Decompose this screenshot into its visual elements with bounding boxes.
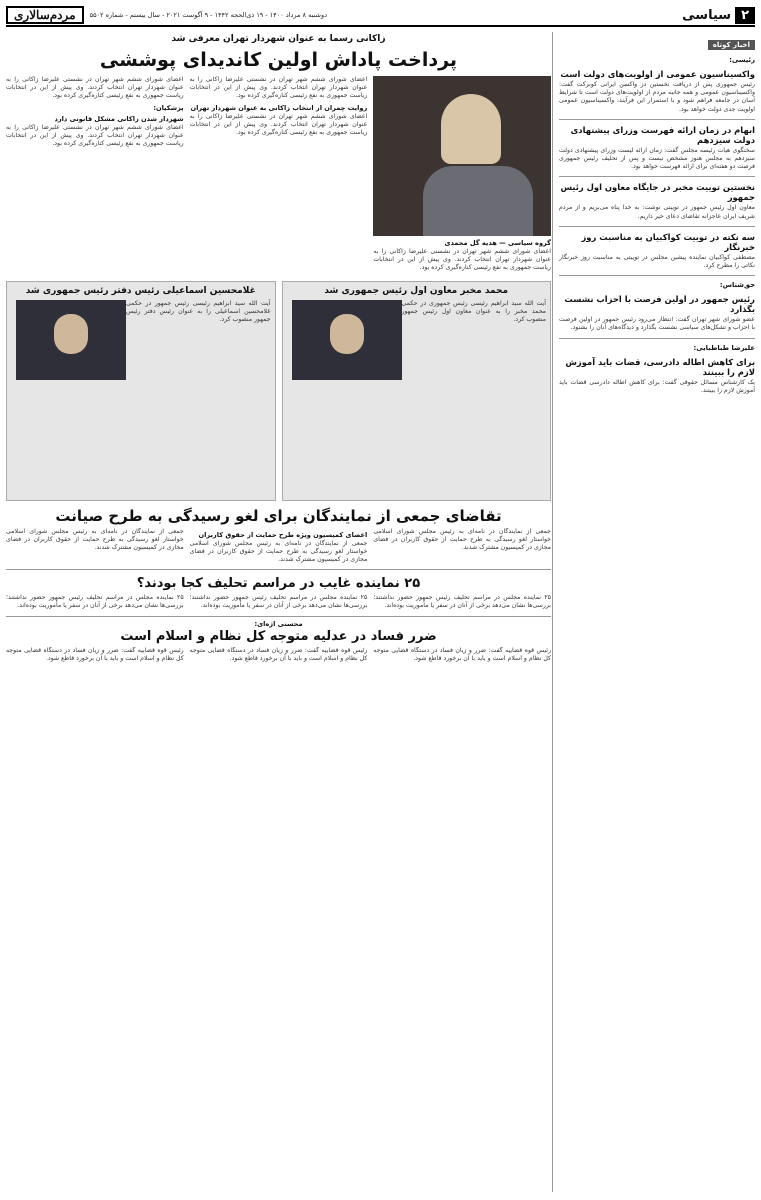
- brief-text: سخنگوی هیات رئیسه مجلس گفت: زمان ارائه لیست وزرای پیشنهادی دولت سیزدهم به مجلس هنوز مشخص نیست و پس از تحلیف رئیس جمهوری فرصت دو هفته‌ای برای ارائه فهرست خواهد بود.: [559, 146, 755, 171]
- brief-title: نخستین توییت مخبر در جایگاه معاون اول رئیس جمهور: [560, 182, 755, 203]
- brief-title: رئیس جمهور در اولین فرصت با احزاب نشست بگذارد: [564, 294, 755, 315]
- brief-title: ابهام در زمان ارائه فهرست وزرای پیشنهادی دولت سیزدهم: [570, 124, 755, 145]
- brief-kicker: حق‌شناس:: [719, 281, 755, 290]
- lead-text-cont: اعضای شورای ششم شهر تهران در نشستی علیرضا زاکانی را به عنوان شهردار تهران انتخاب کردند. وی پیش از این در انتخابات ریاست جمهوری به نفع رئیسی کناره‌گیری کرده بود.: [189, 112, 368, 137]
- esmaili-photo: [16, 300, 126, 380]
- box-text: آیت الله سید ابراهیم رئیسی رئیس جمهور در حکمی غلامحسین اسماعیلی را به عنوان رئیس دفتر رئیس جمهور منصوب کرد.: [126, 299, 271, 324]
- lead-text-cont: اعضای شورای ششم شهر تهران در نشستی علیرضا زاکانی را به عنوان شهردار تهران انتخاب کردند. وی پیش از این در انتخابات ریاست جمهوری به نفع رئیسی کناره‌گیری کرده بود.: [189, 76, 368, 100]
- main-content: [6, 32, 551, 1192]
- page-number: ۲: [735, 7, 755, 24]
- brief-text: عضو شورای شهر تهران گفت: انتظار می‌رود رئیس جمهور در اولین فرصت با احزاب و تشکل‌های سیاسی نشست بگذارد و دیدگاه‌های آنان را بشنود.: [559, 316, 755, 332]
- article4-headline: ضرر فساد در عدلیه متوجه کل نظام و اسلام است: [120, 628, 437, 644]
- article3-text: ۲۵ نماینده مجلس در مراسم تحلیف رئیس جمهور حضور نداشتند؛ بررسی‌ها نشان می‌دهد برخی از آنان در سفر یا مأموریت بوده‌اند.: [6, 594, 184, 610]
- article2-text: جمعی از نمایندگان در نامه‌ای به رئیس مجلس شورای اسلامی خواستار لغو رسیدگی به طرح حمایت از حقوق کاربران در فضای مجازی در کمیسیون مشترک شدند.: [6, 527, 184, 552]
- lead-kicker: زاکانی رسما به عنوان شهردار تهران معرفی شد: [171, 34, 386, 44]
- article2-headline: تقاضای جمعی از نمایندگان برای لغو رسیدگی به طرح صیانت: [55, 506, 502, 525]
- esmaili-box: [6, 281, 276, 501]
- section-title: سیاسی: [682, 7, 732, 23]
- brief-title: برای کاهش اطاله دادرسی، قضات باید آموزش لازم را ببینند: [565, 356, 755, 377]
- dateline: دوشنبه ۸ مرداد ۱۴۰۰ - ۱۹ ذی‌الحجه ۱۴۴۲ - ۹ آگوست ۲۰۲۱ - سال بیستم - شماره ۵۵۰۲: [89, 11, 328, 19]
- brief-title: واکسیناسیون عمومی از اولویت‌های دولت است: [560, 69, 755, 79]
- page-header: [6, 5, 755, 27]
- brief-text: معاون اول رئیس جمهور در توییتی نوشت: به خدا پناه می‌بریم و از مردم شریف ایران عاجزانه تقاضای دعای خیر داریم.: [559, 204, 755, 220]
- brief-text: مصطفی کواکبیان نماینده پیشین مجلس در توییتی به مناسبت روز خبرنگار نکاتی را مطرح کرد.: [559, 253, 755, 270]
- mokhber-box: [282, 281, 552, 501]
- article2-text: جمعی از نمایندگان در نامه‌ای به رئیس مجلس شورای اسلامی خواستار لغو رسیدگی به طرح حمایت از حقوق کاربران در فضای مجازی در کمیسیون مشترک شدند.: [373, 527, 551, 552]
- briefs-tag: اخبار کوتاه: [708, 40, 755, 50]
- article4-kicker: محسنی اژه‌ای:: [254, 619, 303, 628]
- lead-sub-heading: شهردار شدن زاکانی مشکل قانونی دارد: [54, 114, 184, 123]
- article2-text: جمعی از نمایندگان در نامه‌ای به رئیس مجلس شورای اسلامی خواستار لغو رسیدگی به طرح حمایت از حقوق کاربران در فضای مجازی در کمیسیون مشترک شدند.: [189, 539, 368, 564]
- brief-kicker: علیرضا طباطبایی:: [693, 343, 755, 352]
- brief-text: یک کارشناس مسائل حقوقی گفت: برای کاهش اطاله دادرسی قضات باید آموزش لازم را ببینند.: [559, 378, 755, 394]
- box-text: آیت الله سید ابراهیم رئیسی رئیس جمهوری در حکمی محمد مخبر را به عنوان معاون اول رئیس جمهور منصوب کرد.: [401, 299, 546, 324]
- zakani-photo: [373, 76, 551, 236]
- brief-kicker: رئیسی:: [729, 56, 755, 64]
- article3-text: ۲۵ نماینده مجلس در مراسم تحلیف رئیس جمهور حضور نداشتند؛ بررسی‌ها نشان می‌دهد برخی از آنان در سفر یا مأموریت بوده‌اند.: [189, 594, 368, 610]
- lead-headline: پرداخت پاداش اولین کاندیدای پوششی: [99, 49, 458, 71]
- lead-byline: گروه سیاسی — هدیه گل محمدی: [444, 239, 551, 247]
- mokhber-photo: [292, 300, 402, 380]
- brief-title: سه نکته در توییت کواکبیان به مناسبت روز خبرنگار: [581, 231, 755, 252]
- lead-text-cont: اعضای شورای ششم شهر تهران در نشستی علیرضا زاکانی را به عنوان شهردار تهران انتخاب کردند. وی پیش از این در انتخابات ریاست جمهوری به نفع رئیسی کناره‌گیری کرده بود.: [6, 76, 184, 100]
- box-title: غلامحسین اسماعیلی رئیس دفتر رئیس جمهوری شد: [25, 285, 256, 296]
- lead-text: اعضای شورای ششم شهر تهران در نشستی علیرضا زاکانی را به عنوان شهردار تهران انتخاب کردند. وی پیش از این در انتخابات ریاست جمهوری به نفع رئیسی کناره‌گیری کرده بود.: [373, 248, 551, 272]
- article3-text: ۲۵ نماینده مجلس در مراسم تحلیف رئیس جمهور حضور نداشتند؛ بررسی‌ها نشان می‌دهد برخی از آنان در سفر یا مأموریت بوده‌اند.: [373, 594, 551, 610]
- article4-text: رئیس قوه قضاییه گفت: ضرر و زیان فساد در دستگاه قضایی متوجه کل نظام و اسلام است و باید با آن برخورد قاطع شود.: [6, 646, 184, 662]
- lead-sub-heading: روایت چمران از انتخاب زاکانی به عنوان شهردار تهران: [190, 103, 368, 112]
- lead-sub-kicker: پزشکیان:: [153, 103, 184, 112]
- lead-text-cont: اعضای شورای ششم شهر تهران در نشستی علیرضا زاکانی را به عنوان شهردار تهران انتخاب کردند. وی پیش از این در انتخابات ریاست جمهوری به نفع رئیسی کناره‌گیری کرده بود.: [6, 123, 184, 148]
- news-briefs-column: [552, 32, 755, 1192]
- box-title: محمد مخبر معاون اول رئیس جمهوری شد: [324, 285, 509, 296]
- brief-text: رئیس جمهوری پس از دریافت نخستین دز واکسن ایرانی کوبرکت گفت: واکسیناسیون عمومی و همه جانبه مردم از اولویت‌های دولت است تا شرایط آسان در جامعه فراهم شود و با استمرار این فرآیند، واکسیناسیون عمومی اولویت جدی دولت خواهد بود.: [559, 81, 755, 113]
- article3-headline: ۲۵ نماینده غایب در مراسم تحلیف کجا بودند؟: [136, 576, 421, 592]
- article4-text: رئیس قوه قضاییه گفت: ضرر و زیان فساد در دستگاه قضایی متوجه کل نظام و اسلام است و باید با آن برخورد قاطع شود.: [189, 646, 368, 662]
- article4-text: رئیس قوه قضاییه گفت: ضرر و زیان فساد در دستگاه قضایی متوجه کل نظام و اسلام است و باید با آن برخورد قاطع شود.: [373, 646, 551, 662]
- masthead-logo: مردم‌سالاری: [6, 6, 84, 24]
- article2-sub: اعضای کمیسیون ویژه طرح حمایت از حقوق کاربران: [198, 530, 368, 539]
